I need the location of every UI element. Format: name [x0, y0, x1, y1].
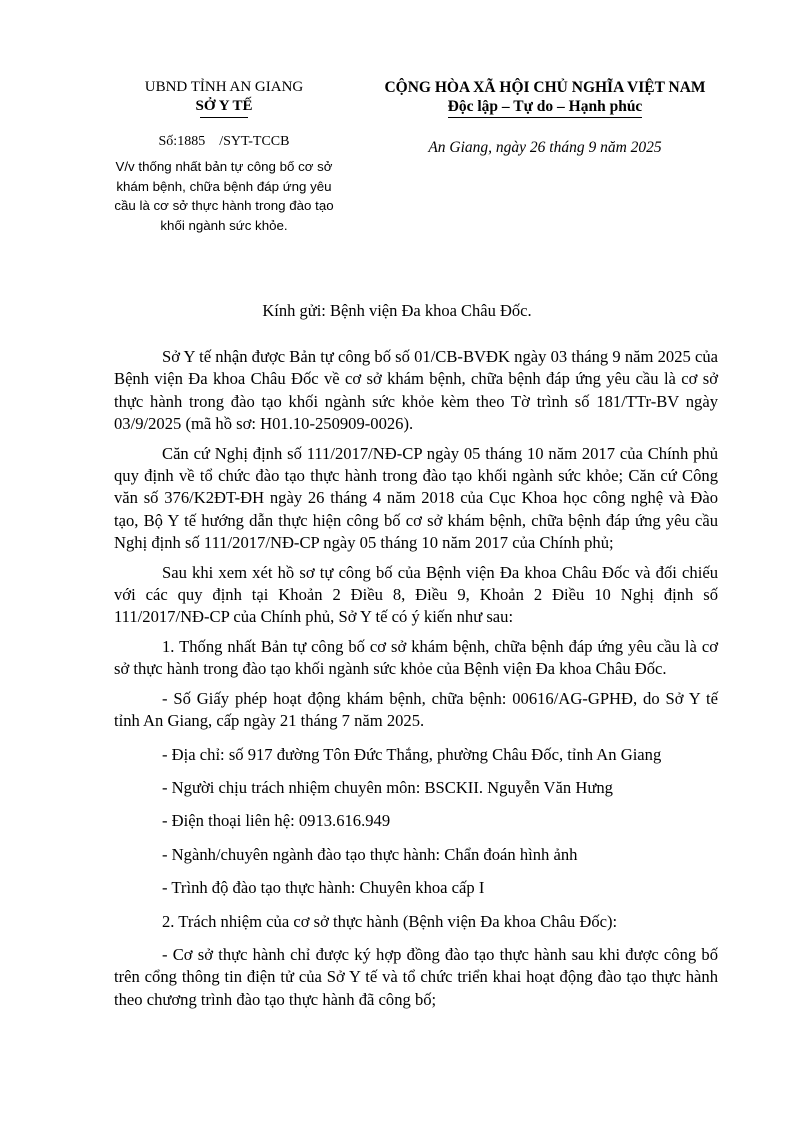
- body-paragraph: Sở Y tế nhận được Bản tự công bố số 01/CB-BVĐK ngày 03 tháng 9 năm 2025 của Bệnh viện Đa khoa Châu Đốc về cơ sở khám bệnh, chữa bệnh đáp ứng yêu cầu là cơ sở thực hành trong đào tạo khối ngành sức khỏe kèm theo Tờ trình số 181/TTr-BV ngày 03/9/2025 (mã hồ sơ: H01.10-250909-0026).: [114, 347, 718, 434]
- body-paragraph: - Địa chỉ: số 917 đường Tôn Đức Thắng, phường Châu Đốc, tỉnh An Giang: [162, 744, 662, 764]
- document-number-suffix: /SYT-TCCB: [219, 134, 290, 149]
- national-motto: Độc lập – Tự do – Hạnh phúc: [447, 98, 643, 115]
- recipient-line: Kính gửi: Bệnh viện Đa khoa Châu Đốc.: [262, 301, 532, 320]
- department-underline: [200, 117, 248, 118]
- body-paragraph: - Cơ sở thực hành chỉ được ký hợp đồng đào tạo thực hành sau khi được công bố trên cổng thông tin điện tử của Sở Y tế và tổ chức triển khai hoạt động đào tạo thực hành theo chương trình đào tạo thực hành đã công bố;: [114, 944, 718, 1009]
- national-title: CỘNG HÒA XÃ HỘI CHỦ NGHĨA VIỆT NAM: [384, 79, 706, 96]
- body-paragraph: Căn cứ Nghị định số 111/2017/NĐ-CP ngày 05 tháng 10 năm 2017 của Chính phủ quy định về tổ chức đào tạo thực hành trong đào tạo khối ngành sức khỏe; Căn cứ Công văn số 376/K2ĐT-ĐH ngày 26 tháng 4 năm 2018 của Cục Khoa học công nghệ và Đào tạo, Bộ Y tế hướng dẫn thực hiện công bố cơ sở khám bệnh, chữa bệnh đáp ứng yêu cầu Nghị định số 111/2017/NĐ-CP ngày 05 tháng 10 năm 2017 của Chính phủ;: [114, 443, 718, 553]
- document-number-prefix: Số:1885: [158, 134, 206, 149]
- motto-underline: [448, 117, 643, 118]
- body-paragraph: Sau khi xem xét hồ sơ tự công bố của Bệnh viện Đa khoa Châu Đốc và đối chiếu với các quy định tại Khoản 2 Điều 8, Điều 9, Khoản 2 Điều 10 Nghị định số 111/2017/NĐ-CP của Chính phủ, Sở Y tế có ý kiến như sau:: [114, 562, 718, 627]
- body-paragraph: - Điện thoại liên hệ: 0913.616.949: [162, 811, 391, 831]
- body-paragraph: - Ngành/chuyên ngành đào tạo thực hành: Chẩn đoán hình ảnh: [162, 844, 578, 864]
- department-name: SỞ Y TẾ: [195, 98, 253, 114]
- place-date-line: An Giang, ngày 26 tháng 9 năm 2025: [428, 139, 662, 156]
- document-subject: V/v thống nhất bản tự công bố cơ sở khám bệnh, chữa bệnh đáp ứng yêu cầu là cơ sở thực hành trong đào tạo khối ngành sức khỏe.: [114, 159, 334, 233]
- document-body: [114, 346, 718, 1011]
- agency-name: UBND TỈNH AN GIANG: [144, 79, 304, 95]
- body-paragraph: 2. Trách nhiệm của cơ sở thực hành (Bệnh viện Đa khoa Châu Đốc):: [162, 911, 618, 931]
- motto-wrap: [448, 97, 643, 118]
- body-paragraph: - Người chịu trách nhiệm chuyên môn: BSCKII. Nguyễn Văn Hưng: [162, 777, 613, 797]
- national-header-block: [356, 78, 734, 157]
- document-number: [108, 133, 340, 151]
- body-paragraph: 1. Thống nhất Bản tự công bố cơ sở khám bệnh, chữa bệnh đáp ứng yêu cầu là cơ sở thực hành trong đào tạo khối ngành sức khỏe của Bệnh viện Đa khoa Châu Đốc.: [114, 636, 718, 679]
- issuing-agency-block: [108, 78, 340, 235]
- body-paragraph: - Số Giấy phép hoạt động khám bệnh, chữa bệnh: 00616/AG-GPHĐ, do Sở Y tế tỉnh An Giang, cấp ngày 21 tháng 7 năm 2025.: [114, 688, 718, 731]
- body-paragraph: - Trình độ đào tạo thực hành: Chuyên khoa cấp I: [162, 878, 485, 898]
